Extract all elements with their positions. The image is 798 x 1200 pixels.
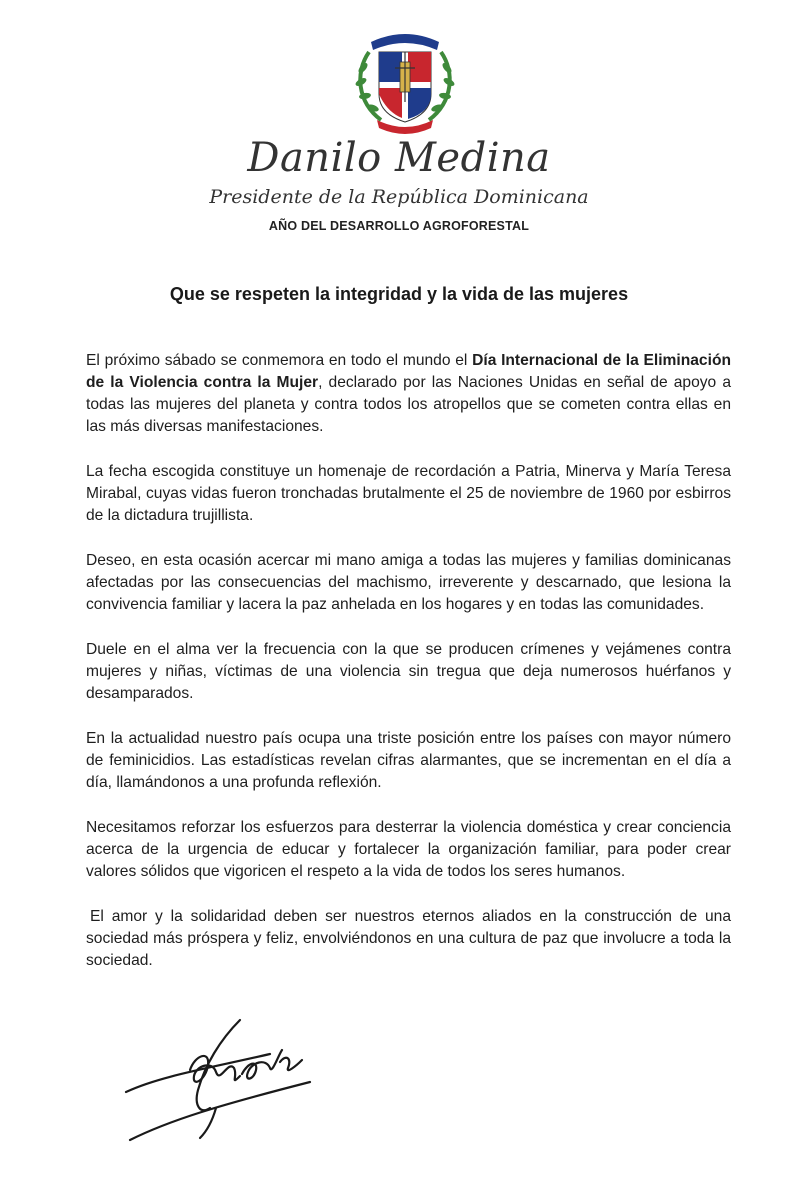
signature-icon bbox=[120, 1010, 320, 1145]
coat-of-arms-icon bbox=[351, 22, 459, 134]
paragraph: La fecha escogida constituye un homenaje de recordación a Patria, Minerva y María Teresa Mirabal, cuyas vidas fueron tronchadas brutalmente el 25 de noviembre de 1960 por esbirros de la dictadura trujillista. bbox=[86, 463, 731, 524]
document-title: Que se respeten la integridad y la vida de las mujeres bbox=[169, 284, 629, 304]
paragraph: El amor y la solidaridad deben ser nuestros eternos aliados en la construcción de una sociedad más próspera y feliz, envolviéndonos en una cultura de paz que involucre a toda la sociedad. bbox=[86, 908, 731, 969]
paragraph-text: El próximo sábado se conmemora en todo el mundo el bbox=[86, 352, 473, 369]
sender-name: Danilo Medina bbox=[247, 135, 551, 181]
year-motto: AÑO DEL DESARROLLO AGROFORESTAL bbox=[268, 219, 530, 233]
paragraph: Deseo, en esta ocasión acercar mi mano amiga a todas las mujeres y familias dominicanas afectadas por las consecuencias del machismo, irreverente y descarnado, que lesiona la convivencia familiar y lacera la paz anhelada en los hogares y en todas las comunidades. bbox=[86, 552, 731, 613]
paragraph: En la actualidad nuestro país ocupa una triste posición entre los países con mayor número de feminicidios. Las estadísticas revelan cifras alarmantes, que se incrementan en el día a día, llamándonos a una profunda reflexión. bbox=[86, 730, 731, 791]
paragraph bbox=[86, 350, 731, 438]
paragraph: Necesitamos reforzar los esfuerzos para desterrar la violencia doméstica y crear conciencia acerca de la urgencia de educar y fortalecer la organización familiar, para poder crear valores sólidos que vigoricen el respeto a la vida de todos los seres humanos. bbox=[86, 819, 731, 880]
letter-body bbox=[86, 350, 731, 995]
paragraph-text: , declarado por las Naciones Unidas en señal de apoyo a todas las mujeres del planeta y contra todos los atropellos que se cometen contra ellas en las más diversas manifestaciones. bbox=[86, 374, 731, 435]
paragraph: Duele en el alma ver la frecuencia con la que se producen crímenes y vejámenes contra mujeres y niñas, víctimas de una violencia sin tregua que deja numerosos huérfanos y desamparados. bbox=[86, 641, 731, 702]
sender-office: Presidente de la República Dominicana bbox=[209, 186, 589, 208]
paragraph-emphasis: Día Internacional de la Eliminación de la Violencia contra la Mujer bbox=[86, 352, 731, 391]
